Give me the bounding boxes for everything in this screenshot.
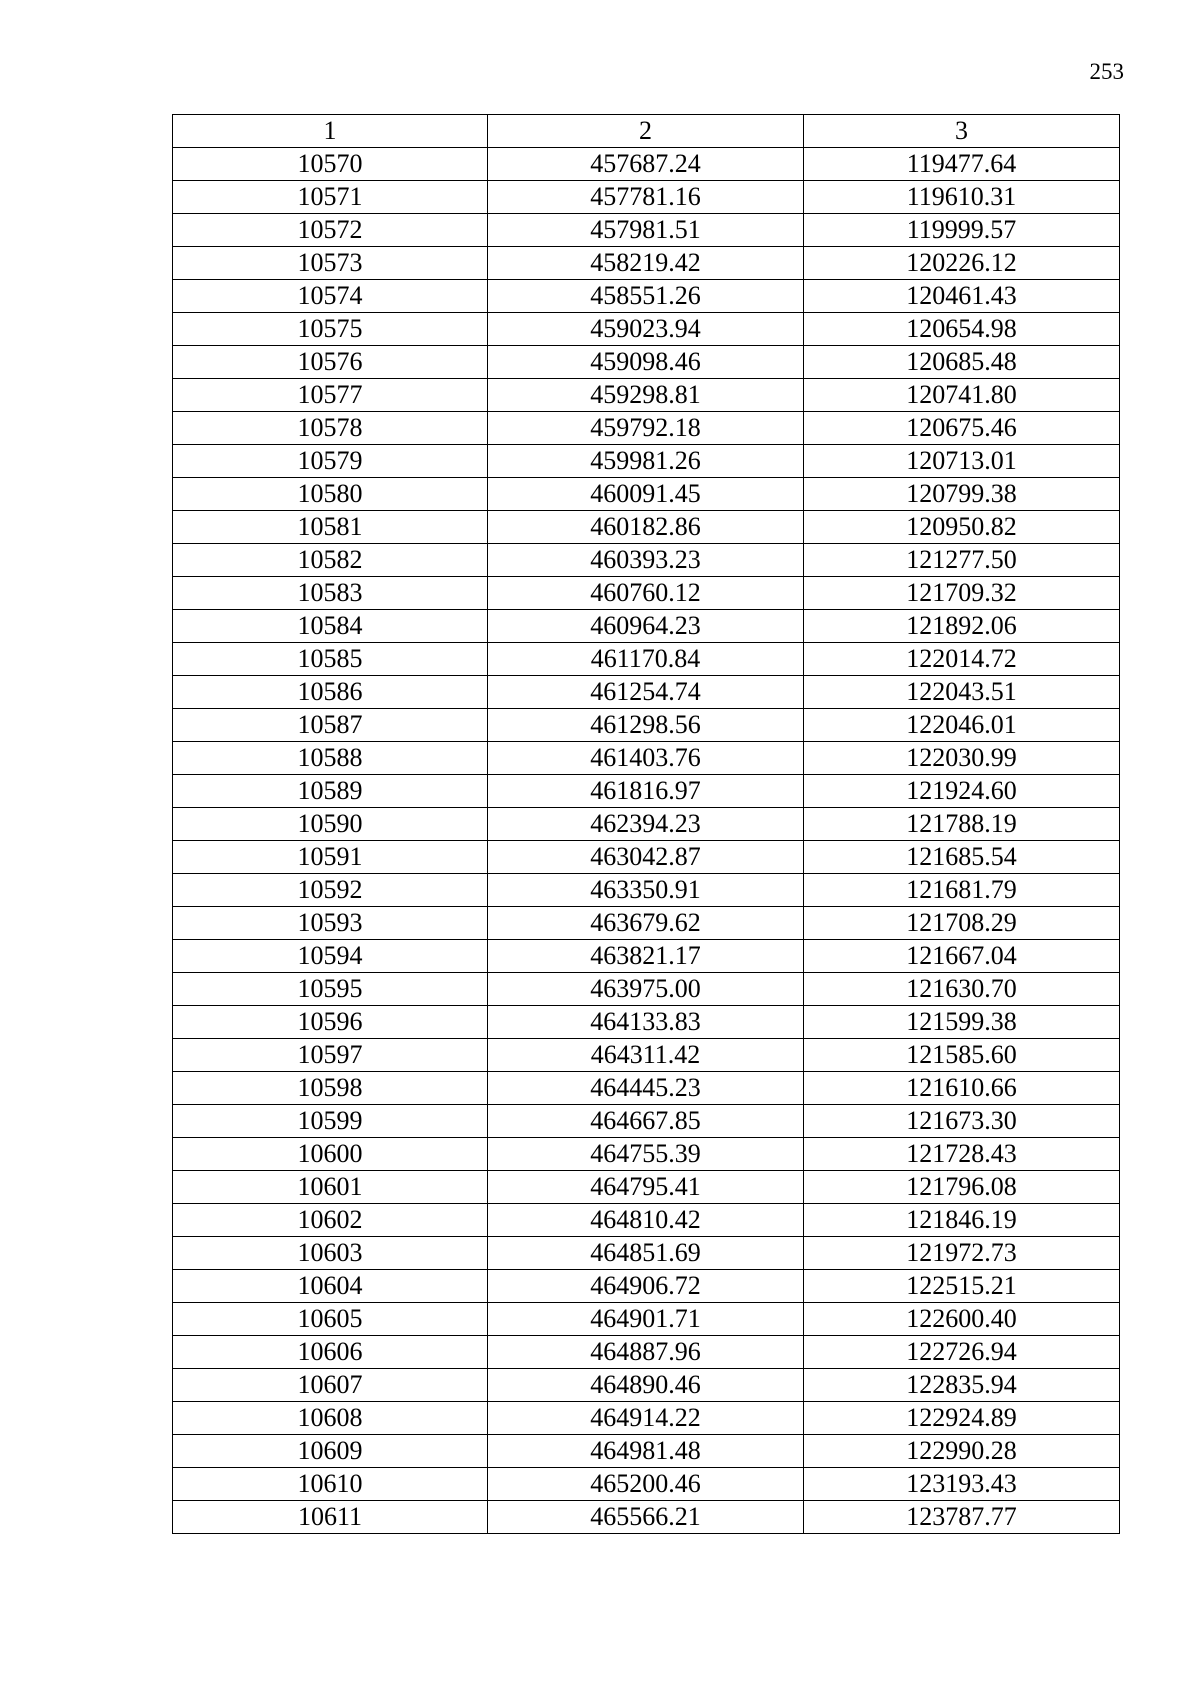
- x-coordinate-cell: 464901.71: [488, 1303, 804, 1336]
- table-row: [173, 907, 1120, 940]
- point-number-cell: 10570: [173, 148, 488, 181]
- table-row: [173, 1336, 1120, 1369]
- table-row: [173, 676, 1120, 709]
- x-coordinate-cell: 464795.41: [488, 1171, 804, 1204]
- y-coordinate-cell: 119610.31: [804, 181, 1120, 214]
- y-coordinate-cell: 122990.28: [804, 1435, 1120, 1468]
- point-number-cell: 10573: [173, 247, 488, 280]
- x-coordinate-cell: 459298.81: [488, 379, 804, 412]
- point-number-cell: 10577: [173, 379, 488, 412]
- y-coordinate-cell: 123193.43: [804, 1468, 1120, 1501]
- point-number-cell: 10599: [173, 1105, 488, 1138]
- y-coordinate-cell: 122046.01: [804, 709, 1120, 742]
- x-coordinate-cell: 461816.97: [488, 775, 804, 808]
- point-number-cell: 10572: [173, 214, 488, 247]
- table-row: [173, 742, 1120, 775]
- point-number-cell: 10601: [173, 1171, 488, 1204]
- table-row: [173, 346, 1120, 379]
- y-coordinate-cell: 122014.72: [804, 643, 1120, 676]
- column-header-2: 2: [488, 115, 804, 148]
- x-coordinate-cell: 463821.17: [488, 940, 804, 973]
- y-coordinate-cell: 122835.94: [804, 1369, 1120, 1402]
- table-row: [173, 1105, 1120, 1138]
- y-coordinate-cell: 121709.32: [804, 577, 1120, 610]
- table-row: [173, 1303, 1120, 1336]
- point-number-cell: 10605: [173, 1303, 488, 1336]
- point-number-cell: 10608: [173, 1402, 488, 1435]
- y-coordinate-cell: 121599.38: [804, 1006, 1120, 1039]
- y-coordinate-cell: 122030.99: [804, 742, 1120, 775]
- x-coordinate-cell: 464981.48: [488, 1435, 804, 1468]
- point-number-cell: 10580: [173, 478, 488, 511]
- x-coordinate-cell: 465200.46: [488, 1468, 804, 1501]
- y-coordinate-cell: 120654.98: [804, 313, 1120, 346]
- table-row: [173, 280, 1120, 313]
- point-number-cell: 10575: [173, 313, 488, 346]
- x-coordinate-cell: 462394.23: [488, 808, 804, 841]
- x-coordinate-cell: 464810.42: [488, 1204, 804, 1237]
- table-row: [173, 775, 1120, 808]
- table-row: [173, 313, 1120, 346]
- table-row: [173, 445, 1120, 478]
- x-coordinate-cell: 459098.46: [488, 346, 804, 379]
- x-coordinate-cell: 463679.62: [488, 907, 804, 940]
- point-number-cell: 10582: [173, 544, 488, 577]
- y-coordinate-cell: 120799.38: [804, 478, 1120, 511]
- x-coordinate-cell: 457981.51: [488, 214, 804, 247]
- point-number-cell: 10597: [173, 1039, 488, 1072]
- y-coordinate-cell: 121585.60: [804, 1039, 1120, 1072]
- y-coordinate-cell: 121673.30: [804, 1105, 1120, 1138]
- table-row: [173, 544, 1120, 577]
- y-coordinate-cell: 122043.51: [804, 676, 1120, 709]
- y-coordinate-cell: 121728.43: [804, 1138, 1120, 1171]
- x-coordinate-cell: 464445.23: [488, 1072, 804, 1105]
- x-coordinate-cell: 463975.00: [488, 973, 804, 1006]
- x-coordinate-cell: 464851.69: [488, 1237, 804, 1270]
- y-coordinate-cell: 120461.43: [804, 280, 1120, 313]
- y-coordinate-cell: 121892.06: [804, 610, 1120, 643]
- y-coordinate-cell: 121277.50: [804, 544, 1120, 577]
- point-number-cell: 10574: [173, 280, 488, 313]
- x-coordinate-cell: 463042.87: [488, 841, 804, 874]
- table-row: [173, 478, 1120, 511]
- x-coordinate-cell: 464914.22: [488, 1402, 804, 1435]
- table-row: [173, 1435, 1120, 1468]
- y-coordinate-cell: 120685.48: [804, 346, 1120, 379]
- table-row: [173, 973, 1120, 1006]
- point-number-cell: 10583: [173, 577, 488, 610]
- x-coordinate-cell: 461298.56: [488, 709, 804, 742]
- x-coordinate-cell: 460964.23: [488, 610, 804, 643]
- y-coordinate-cell: 121846.19: [804, 1204, 1120, 1237]
- table-row: [173, 1204, 1120, 1237]
- table-row: [173, 1237, 1120, 1270]
- table-row: [173, 1171, 1120, 1204]
- x-coordinate-cell: 457781.16: [488, 181, 804, 214]
- point-number-cell: 10610: [173, 1468, 488, 1501]
- table-row: [173, 1138, 1120, 1171]
- table-row: [173, 379, 1120, 412]
- point-number-cell: 10595: [173, 973, 488, 1006]
- point-number-cell: 10576: [173, 346, 488, 379]
- x-coordinate-cell: 460393.23: [488, 544, 804, 577]
- point-number-cell: 10598: [173, 1072, 488, 1105]
- point-number-cell: 10611: [173, 1501, 488, 1534]
- x-coordinate-cell: 461254.74: [488, 676, 804, 709]
- point-number-cell: 10579: [173, 445, 488, 478]
- column-header-1: 1: [173, 115, 488, 148]
- x-coordinate-cell: 460091.45: [488, 478, 804, 511]
- table-row: [173, 1006, 1120, 1039]
- point-number-cell: 10585: [173, 643, 488, 676]
- y-coordinate-cell: 120713.01: [804, 445, 1120, 478]
- x-coordinate-cell: 465566.21: [488, 1501, 804, 1534]
- table-row: [173, 181, 1120, 214]
- x-coordinate-cell: 461170.84: [488, 643, 804, 676]
- point-number-cell: 10594: [173, 940, 488, 973]
- x-coordinate-cell: 461403.76: [488, 742, 804, 775]
- point-number-cell: 10603: [173, 1237, 488, 1270]
- point-number-cell: 10596: [173, 1006, 488, 1039]
- y-coordinate-cell: 120226.12: [804, 247, 1120, 280]
- table-row: [173, 709, 1120, 742]
- table-row: [173, 874, 1120, 907]
- x-coordinate-cell: 460760.12: [488, 577, 804, 610]
- y-coordinate-cell: 121610.66: [804, 1072, 1120, 1105]
- y-coordinate-cell: 121924.60: [804, 775, 1120, 808]
- y-coordinate-cell: 122515.21: [804, 1270, 1120, 1303]
- y-coordinate-cell: 122726.94: [804, 1336, 1120, 1369]
- x-coordinate-cell: 464133.83: [488, 1006, 804, 1039]
- table-row: [173, 1402, 1120, 1435]
- point-number-cell: 10587: [173, 709, 488, 742]
- point-number-cell: 10593: [173, 907, 488, 940]
- table-row: [173, 643, 1120, 676]
- point-number-cell: 10586: [173, 676, 488, 709]
- point-number-cell: 10607: [173, 1369, 488, 1402]
- table-row: [173, 1039, 1120, 1072]
- table-row: [173, 1270, 1120, 1303]
- table-row: [173, 808, 1120, 841]
- y-coordinate-cell: 121630.70: [804, 973, 1120, 1006]
- y-coordinate-cell: 121972.73: [804, 1237, 1120, 1270]
- y-coordinate-cell: 119999.57: [804, 214, 1120, 247]
- y-coordinate-cell: 121796.08: [804, 1171, 1120, 1204]
- x-coordinate-cell: 464667.85: [488, 1105, 804, 1138]
- table-row: [173, 247, 1120, 280]
- x-coordinate-cell: 459981.26: [488, 445, 804, 478]
- y-coordinate-cell: 120950.82: [804, 511, 1120, 544]
- header-row: [173, 115, 1120, 148]
- table-row: [173, 1369, 1120, 1402]
- point-number-cell: 10600: [173, 1138, 488, 1171]
- x-coordinate-cell: 464755.39: [488, 1138, 804, 1171]
- point-number-cell: 10588: [173, 742, 488, 775]
- point-number-cell: 10591: [173, 841, 488, 874]
- column-header-3: 3: [804, 115, 1120, 148]
- point-number-cell: 10609: [173, 1435, 488, 1468]
- point-number-cell: 10589: [173, 775, 488, 808]
- coordinates-table: [172, 114, 1120, 1534]
- x-coordinate-cell: 459023.94: [488, 313, 804, 346]
- y-coordinate-cell: 122600.40: [804, 1303, 1120, 1336]
- table-row: [173, 214, 1120, 247]
- table-row: [173, 577, 1120, 610]
- point-number-cell: 10602: [173, 1204, 488, 1237]
- y-coordinate-cell: 121667.04: [804, 940, 1120, 973]
- table-row: [173, 511, 1120, 544]
- table-header: [173, 115, 1120, 148]
- x-coordinate-cell: 463350.91: [488, 874, 804, 907]
- point-number-cell: 10584: [173, 610, 488, 643]
- point-number-cell: 10592: [173, 874, 488, 907]
- page-number: 253: [1089, 59, 1124, 84]
- y-coordinate-cell: 119477.64: [804, 148, 1120, 181]
- x-coordinate-cell: 459792.18: [488, 412, 804, 445]
- point-number-cell: 10571: [173, 181, 488, 214]
- x-coordinate-cell: 460182.86: [488, 511, 804, 544]
- point-number-cell: 10606: [173, 1336, 488, 1369]
- x-coordinate-cell: 464906.72: [488, 1270, 804, 1303]
- table-row: [173, 1072, 1120, 1105]
- y-coordinate-cell: 120675.46: [804, 412, 1120, 445]
- point-number-cell: 10604: [173, 1270, 488, 1303]
- y-coordinate-cell: 122924.89: [804, 1402, 1120, 1435]
- y-coordinate-cell: 121708.29: [804, 907, 1120, 940]
- x-coordinate-cell: 464311.42: [488, 1039, 804, 1072]
- point-number-cell: 10581: [173, 511, 488, 544]
- y-coordinate-cell: 123787.77: [804, 1501, 1120, 1534]
- table-row: [173, 148, 1120, 181]
- table-row: [173, 940, 1120, 973]
- x-coordinate-cell: 458219.42: [488, 247, 804, 280]
- x-coordinate-cell: 458551.26: [488, 280, 804, 313]
- table-row: [173, 1468, 1120, 1501]
- x-coordinate-cell: 457687.24: [488, 148, 804, 181]
- y-coordinate-cell: 121788.19: [804, 808, 1120, 841]
- point-number-cell: 10590: [173, 808, 488, 841]
- y-coordinate-cell: 121685.54: [804, 841, 1120, 874]
- point-number-cell: 10578: [173, 412, 488, 445]
- x-coordinate-cell: 464890.46: [488, 1369, 804, 1402]
- table-row: [173, 412, 1120, 445]
- table-body: [173, 148, 1120, 1534]
- y-coordinate-cell: 121681.79: [804, 874, 1120, 907]
- y-coordinate-cell: 120741.80: [804, 379, 1120, 412]
- table-row: [173, 1501, 1120, 1534]
- x-coordinate-cell: 464887.96: [488, 1336, 804, 1369]
- table-row: [173, 610, 1120, 643]
- table-row: [173, 841, 1120, 874]
